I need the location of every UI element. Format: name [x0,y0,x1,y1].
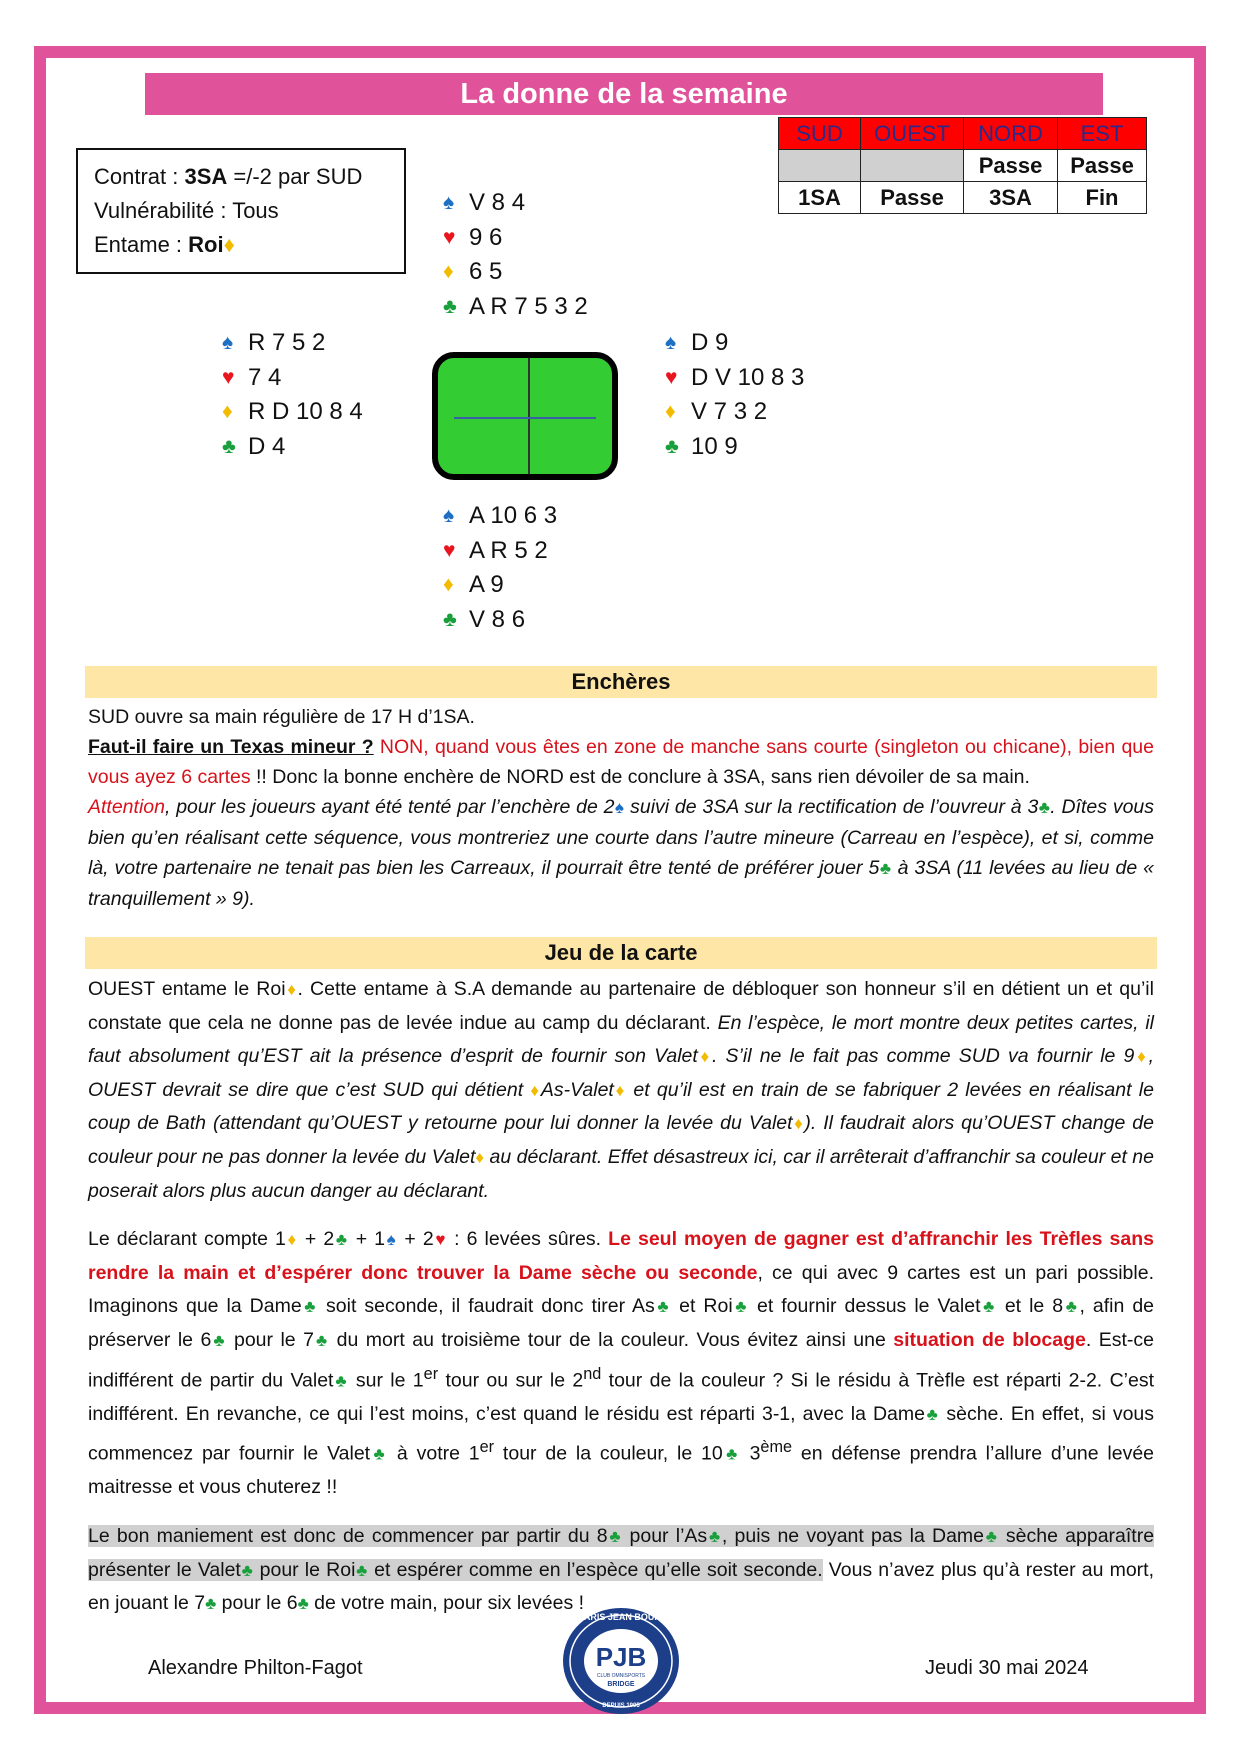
club-icon: ♣ [301,1297,319,1317]
club-icon: ♣ [443,607,457,631]
club-icon: ♣ [355,1560,369,1580]
club-icon: ♣ [222,434,236,458]
diamond-icon: ♦ [613,1080,627,1100]
heart-icon: ♥ [433,1230,448,1250]
club-logo [561,1606,681,1716]
diamond-icon: ♦ [530,1080,541,1100]
diamond-icon: ♦ [665,400,676,423]
club-icon: ♣ [240,1560,254,1580]
diamond-icon: ♦ [285,980,298,999]
club-icon: ♣ [980,1297,997,1317]
diamond-icon: ♦ [443,573,454,596]
club-icon: ♣ [879,859,892,878]
bid-header-est: EST [1058,118,1147,150]
club-icon: ♣ [297,1594,309,1614]
club-icon: ♣ [443,294,457,318]
club-icon: ♣ [984,1526,999,1546]
date: Jeudi 30 mai 2024 [925,1657,1089,1679]
club-icon: ♣ [607,1526,623,1546]
club-icon: ♣ [1038,798,1051,817]
bid-header-nord: NORD [964,118,1058,150]
jeu-text: OUEST entame le Roi♦. Cette entame à S.A demande au partenaire de débloquer son honneur s’il en détient un et qu’il constate que cela ne donne pas de levée indue au camp du déclarant. En l’espèce, le mort montre deux petites cartes, il faut absolument qu’EST ait la présence d’esprit de fournir son Valet♦. S’il ne le fait pas comme SUD va fournir le 9♦, OUEST devrait se dire que c’est SUD qui détient ♦As-Valet♦ et qu’il est en train de se fabriquer 2 levées en réalisant le coup de Bath (attendant qu’OUEST y retourne pour lui donner la levée du Valet♦). Il faudrait alors qu’OUEST change de couleur pour ne pas donner la levée du Valet♦ au déclarant. Effet désastreux ici, car il arrêterait d’affranchir sa couleur et ne poserait alors plus aucun danger au déclarant. Le déclarant compte 1♦ + 2♣ + 1♠ + 2♥ : 6 levées sûres. Le seul moyen de gagner est d’affranchir les Trèfles sans rendre la main et d’espérer donc trouver la Dame sèche ou seconde, ce qui avec 9 cartes est un pari possible. Imaginons que la Dame♣ soit seconde, il faudrait donc tirer As♣ et Roi♣ et fournir dessus le Valet♣ et le 8♣, afin de préserver le 6♣ pour le 7♣ du mort au troisième tour de la couleur. Vous évitez ainsi une situation de blocage. Est-ce indifférent de partir du Valet♣ sur le 1er tour ou sur le 2nd tour de la couleur ? Si le résidu à Trèfle est réparti 2-2. C’est indifférent. En revanche, ce qui l’est moins, c’est quand le résidu est réparti 3-1, avec la Dame♣ sèche. En effet, si vous commencez par fournir le Valet♣ à votre 1er tour de la couleur, le 10♣ 3ème en défense prendra l’allure d’une levée maitresse et vous chuterez !! Le bon maniement est donc de commencer par partir du 8♣ pour l’As♣, puis ne voyant pas la Dame♣ sèche apparaître présenter le Valet♣ pour le Roi♣ et espérer comme en l’espèce qu’elle soit seconde. Vous n’avez plus qu’à rester au mort, en jouant le 7♣ pour le 6♣ de votre main, pour six levées ! [88,978,1155,1615]
logo-sub-text: CLUB OMNISPORTS [596,1673,646,1679]
club-icon: ♣ [313,1330,330,1350]
diamond-icon: ♦ [222,400,233,423]
diamond-icon: ♦ [285,1230,298,1250]
club-icon: ♣ [707,1526,722,1546]
club-icon: ♣ [925,1404,940,1424]
club-icon: ♣ [1063,1297,1080,1317]
club-icon: ♣ [732,1297,749,1317]
spade-icon: ♠ [665,331,677,354]
bidding-table [778,117,1147,214]
spade-icon: ♠ [385,1230,398,1250]
spade-icon: ♠ [443,504,455,527]
bid-cell [779,150,861,182]
club-icon: ♣ [654,1297,672,1317]
club-icon: ♣ [211,1330,227,1350]
bid-cell: Passe [861,182,964,214]
logo-since-text: DEPUIS 1905 [602,1703,640,1709]
heart-icon: ♥ [222,365,235,389]
logo-top-text: PARIS JEAN BOUIN [578,1612,664,1622]
bid-cell: Passe [1058,150,1147,182]
spade-icon: ♠ [614,798,625,817]
bid-cell: 1SA [779,182,861,214]
bid-header-ouest: OUEST [861,118,964,150]
diamond-icon: ♦ [223,232,235,257]
heart-icon: ♥ [443,538,456,562]
heart-icon: ♥ [443,225,456,249]
vulnerability-line: Vulnérabilité : Tous [94,198,279,223]
bid-header-sud: SUD [779,118,861,150]
club-icon: ♣ [205,1594,217,1614]
lead-line: Entame : Roi♦ [94,232,235,257]
contract-box [76,148,406,274]
club-icon: ♣ [722,1444,741,1464]
page-title: La donne de la semaine [145,73,1103,115]
section-heading-encheres: Enchères [85,666,1157,698]
bridge-table-icon [432,352,618,480]
hand-east: ♠ D 9 ♥ D V 10 8 3 ♦ V 7 3 2 ♣ 10 9 [665,326,804,464]
diamond-icon: ♦ [1134,1047,1149,1067]
bid-cell: 3SA [964,182,1058,214]
diamond-icon: ♦ [443,260,454,283]
logo-mark: PJB [595,1642,647,1672]
hand-west: ♠ R 7 5 2 ♥ 7 4 ♦ R D 10 8 4 ♣ D 4 [222,326,363,464]
heart-icon: ♥ [665,365,678,389]
club-icon: ♣ [665,434,679,458]
diamond-icon: ♦ [792,1114,805,1134]
hand-south: ♠ A 10 6 3 ♥ A R 5 2 ♦ A 9 ♣ V 8 6 [443,499,557,637]
bid-cell: Passe [964,150,1058,182]
club-icon: ♣ [334,1230,349,1250]
contract-line: Contrat : 3SA =/-2 par SUD [94,164,363,189]
hand-north: ♠ V 8 4 ♥ 9 6 ♦ 6 5 ♣ A R 7 5 3 2 [443,186,588,324]
diamond-icon: ♦ [475,1147,485,1167]
logo-bridge-text: BRIDGE [607,1681,635,1688]
highlighted-passage: Le bon maniement est donc de commencer par partir du 8♣ pour l’As♣, puis ne voyant pas la Dame♣ sèche apparaître présenter le Valet♣ pour le Roi♣ et espérer comme en l’espèce qu’elle soit seconde. [88,1524,1155,1581]
club-icon: ♣ [370,1444,389,1464]
encheres-text: SUD ouvre sa main régulière de 17 H d’1SA. Faut-il faire un Texas mineur ? NON, quand vous êtes en zone de manche sans courte (singleton ou chicane), bien que vous ayez 6 cartes !! Donc la bonne enchère de NORD est de conclure à 3SA, sans rien dévoiler de sa main. Attention, pour les joueurs ayant été tenté par l’enchère de 2♠ suivi de 3SA sur la rectification de l’ouvreur à 3♣. Dîtes vous bien qu’en réalisant cette séquence, vous montreriez une courte dans l’autre mineure (Carreau en l’espèce), et si, comme là, votre partenaire ne tenait pas bien les Carreaux, il pourrait être tenté de préférer jouer 5♣ à 3SA (11 levées au lieu de « tranquillement » 9). [88,706,1155,910]
spade-icon: ♠ [222,331,234,354]
diamond-icon: ♦ [697,1047,712,1067]
section-heading-jeu: Jeu de la carte [85,937,1157,969]
spade-icon: ♠ [443,191,455,214]
bid-cell [861,150,964,182]
author: Alexandre Philton-Fagot [148,1657,363,1679]
bid-cell: Fin [1058,182,1147,214]
club-icon: ♣ [333,1371,349,1391]
